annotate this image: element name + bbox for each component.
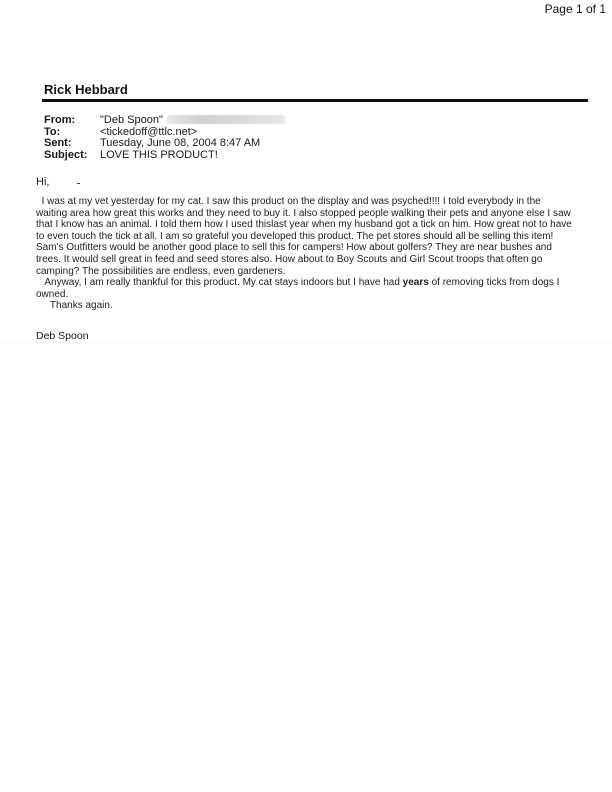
sent-label: Sent:	[44, 137, 72, 149]
subject-value: LOVE THIS PRODUCT!	[100, 148, 218, 161]
sent-row	[44, 138, 285, 150]
body-line	[36, 300, 596, 312]
body-line: that I know has an animal. I told them how I used thislast year when my husband got a tick on him. How great not to have	[36, 219, 572, 231]
body-line	[36, 277, 596, 289]
body-line-text: I was at my vet yesterday for my cat. I saw this product on the display and was psyched!!!! I told everybody in the	[41, 196, 541, 207]
body-line: waiting area how great this works and they need to buy it. I also stopped people walking their pets and anyone else I saw	[36, 207, 571, 219]
subject-label: Subject:	[44, 148, 88, 161]
from-label: From:	[44, 114, 76, 126]
scan-speck	[77, 183, 80, 184]
body-line-text: of removing ticks from dogs I	[428, 277, 560, 289]
emphasis-years: years	[402, 277, 429, 289]
to-label: To:	[44, 125, 61, 138]
body-line: trees. It would sell great in feed and seed stores also. How about to Boy Scouts and Girl Scout troops that often go	[36, 253, 543, 265]
sent-value: Tuesday, June 08, 2004 8:47 AM	[100, 137, 261, 149]
to-value: <tickedoff@ttlc.net>	[100, 125, 198, 138]
body-line: to even touch the tick at all. I am so grateful you developed this product. The pet stores should all be selling this item!	[36, 230, 554, 242]
greeting: Hi,	[36, 176, 50, 188]
thanks-line: Thanks again.	[49, 300, 113, 312]
scan-edge	[0, 342, 612, 344]
email-headers	[44, 115, 285, 161]
body-line: owned.	[36, 288, 69, 300]
from-row	[44, 115, 285, 127]
body-line	[36, 196, 596, 208]
body-line: Sam's Outfitters would be another good place to sell this for campers! How about golfers? They are near bushes and	[36, 242, 552, 254]
body-line-text: Anyway, I am really thankful for this product. My cat stays indoors but I have had	[44, 277, 403, 289]
email-body	[36, 196, 596, 312]
signature: Deb Spoon	[36, 330, 89, 342]
redacted-email-address	[167, 115, 285, 124]
body-line: camping? The possibilities are endless, even gardeners.	[36, 265, 286, 277]
page-number: Page 1 of 1	[544, 2, 606, 16]
from-name: "Deb Spoon"	[100, 114, 163, 126]
header-rule	[42, 99, 588, 102]
sender-name: Rick Hebbard	[44, 82, 128, 97]
subject-row	[44, 150, 285, 162]
from-value	[100, 115, 285, 127]
